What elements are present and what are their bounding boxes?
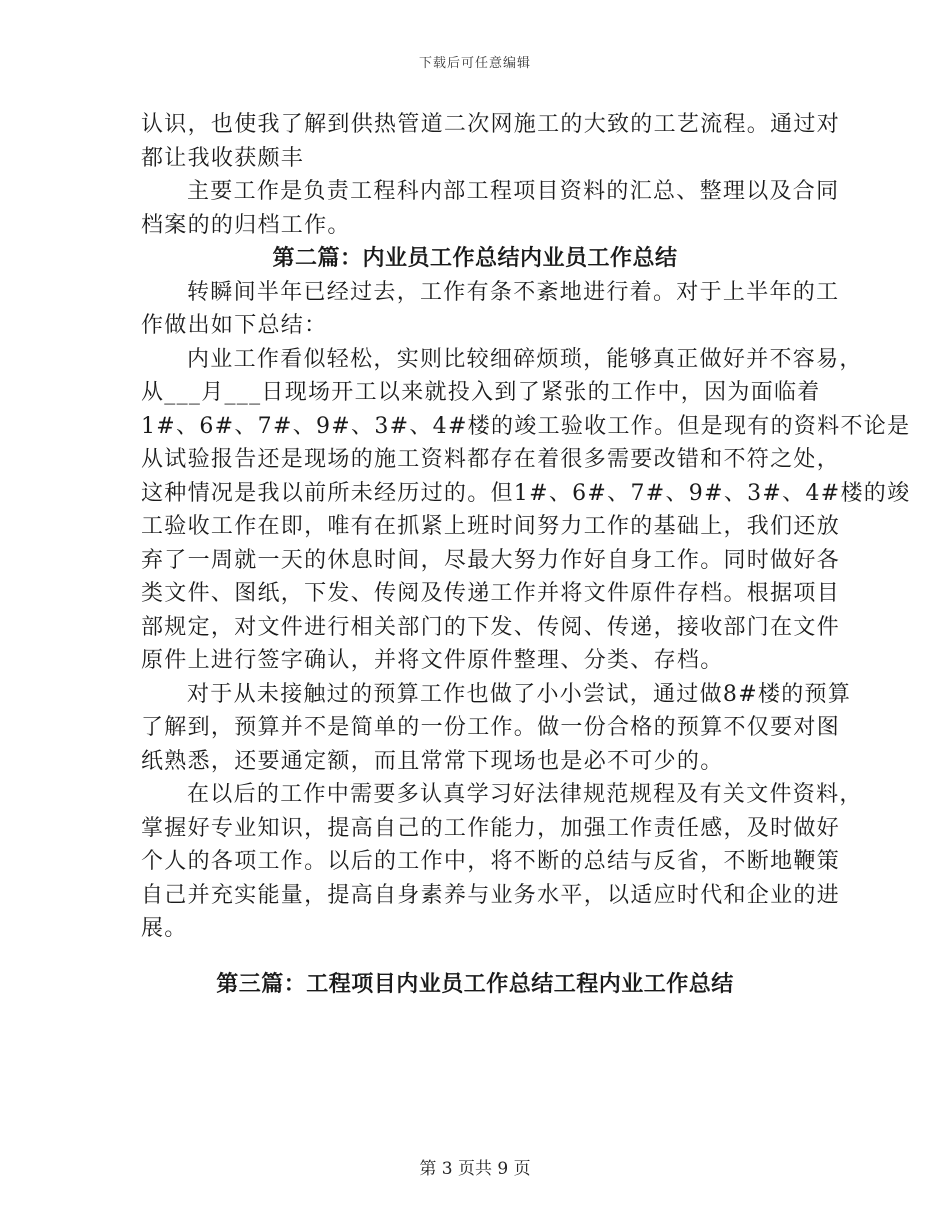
text-line: 原件上进行签字确认，并将文件原件整理、分类、存档。 xyxy=(141,648,724,673)
text-line: 内业工作看似轻松，实则比较细碎烦琐，能够真正做好并不容易， xyxy=(187,346,863,372)
text-line: 1#、6#、7#、9#、3#、4#楼的竣工验收工作。但是现有的资料不论是 xyxy=(141,413,911,439)
paragraph-1 xyxy=(141,108,841,175)
document-body xyxy=(141,108,911,1001)
text-line: 部规定，对文件进行相关部门的下发、传阅、传递，接收部门在文件 xyxy=(141,614,841,640)
text-line: 类文件、图纸，下发、传阅及传递工作并将文件原件存档。根据项目 xyxy=(141,581,841,606)
paragraph-3 xyxy=(141,276,840,343)
paragraph-5 xyxy=(141,678,852,779)
text-line: 自己并充实能量，提高自身素养与业务水平，以适应时代和企业的进 xyxy=(141,882,841,908)
text-line: 弃了一周就一天的休息时间，尽最大努力作好自身工作。同时做好各 xyxy=(141,547,841,573)
text-line: 展。 xyxy=(141,916,188,941)
text-line: 个人的各项工作。以后的工作中，将不断的总结与反省，不断地鞭策 xyxy=(141,849,841,874)
text-line: 这种情况是我以前所未经历过的。但1#、6#、7#、9#、3#、4#楼的竣 xyxy=(141,480,911,506)
text-line: 在以后的工作中需要多认真学习好法律规范规程及有关文件资料， xyxy=(187,782,863,807)
paragraph-4 xyxy=(141,343,911,678)
paragraph-6 xyxy=(141,778,863,946)
page-header: 下载后可任意编辑 xyxy=(418,56,531,71)
text-line: 工验收工作在即，唯有在抓紧上班时间努力工作的基础上，我们还放 xyxy=(141,514,841,539)
text-line: 从___月___日现场开工以来就投入到了紧张的工作中，因为面临着 xyxy=(141,380,821,405)
text-line: 档案的的归档工作。 xyxy=(141,212,351,238)
section-heading-3: 第三篇：工程项目内业员工作总结工程内业工作总结 xyxy=(216,970,734,997)
page-footer: 第 3 页共 9 页 xyxy=(419,1159,531,1179)
text-line: 对于从未接触过的预算工作也做了小小尝试，通过做8#楼的预算 xyxy=(187,681,852,707)
text-line: 作做出如下总结： xyxy=(141,313,328,338)
text-line: 掌握好专业知识，提高自己的工作能力，加强工作责任感，及时做好 xyxy=(141,815,841,841)
text-line: 了解到，预算并不是简单的一份工作。做一份合格的预算不仅要对图 xyxy=(141,715,841,740)
text-line: 认识，也使我了解到供热管道二次网施工的大致的工艺流程。通过对 xyxy=(141,112,841,137)
text-line: 主要工作是负责工程科内部工程项目资料的汇总、整理以及合同 xyxy=(187,179,840,204)
paragraph-2 xyxy=(141,175,840,242)
section-heading-2: 第二篇：内业员工作总结内业员工作总结 xyxy=(272,245,678,271)
text-line: 都让我收获颇丰 xyxy=(141,145,305,171)
text-line: 纸熟悉，还要通定额，而且常常下现场也是必不可少的。 xyxy=(141,748,724,774)
text-line: 从试验报告还是现场的施工资料都存在着很多需要改错和不符之处， xyxy=(141,447,841,472)
text-line: 转瞬间半年已经过去，工作有条不紊地进行着。对于上半年的工 xyxy=(187,279,840,305)
